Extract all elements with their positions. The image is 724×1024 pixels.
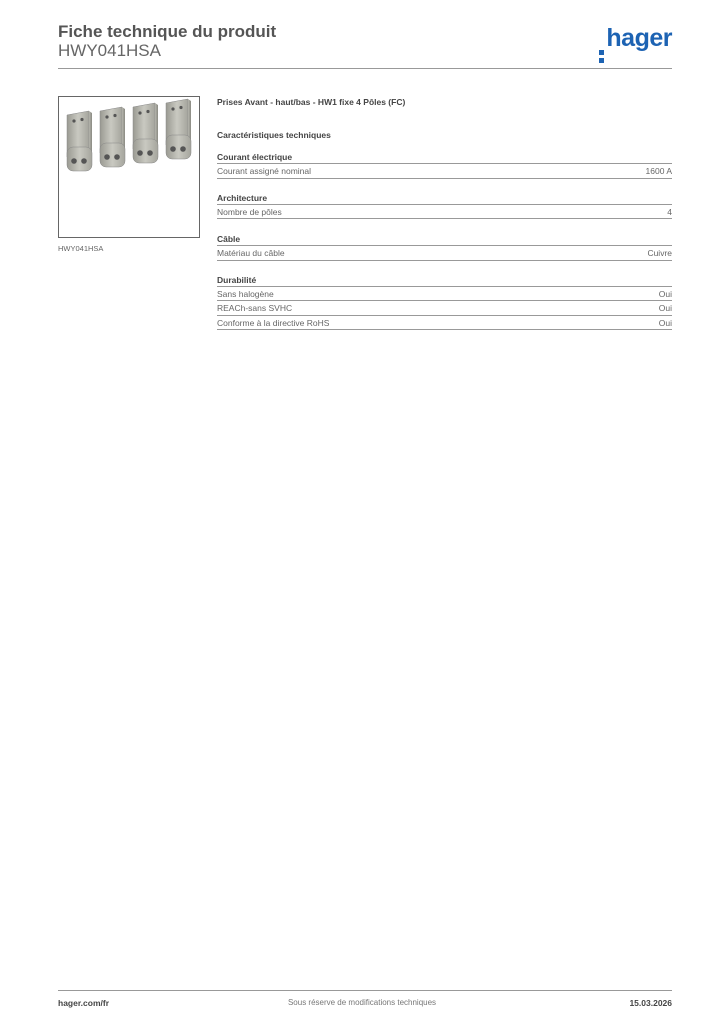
- document-date: 15.03.2026: [629, 998, 672, 1008]
- section-title: Caractéristiques techniques: [217, 130, 331, 140]
- website-link[interactable]: hager.com/fr: [58, 998, 110, 1008]
- product-reference: HWY041HSA: [58, 41, 161, 60]
- product-image: [58, 96, 200, 238]
- spec-value: Cuivre: [647, 248, 672, 258]
- product-name: Prises Avant - haut/bas - HW1 fixe 4 Pôles (FC): [217, 97, 406, 107]
- spec-group-title: Courant électrique: [217, 151, 672, 164]
- terminal-connectors-icon: [59, 97, 199, 237]
- product-details: [217, 96, 672, 330]
- spec-label: Courant assigné nominal: [217, 166, 312, 176]
- spec-group-title: Durabilité: [217, 274, 672, 287]
- spec-label: Conforme à la directive RoHS: [217, 317, 330, 328]
- header-divider: [58, 68, 672, 69]
- spec-row: [217, 205, 672, 220]
- spec-value: 1600 A: [645, 166, 672, 176]
- image-caption: HWY041HSA: [58, 244, 104, 253]
- spec-row: [217, 287, 672, 302]
- spec-label: Matériau du câble: [217, 248, 285, 258]
- spec-label: Sans halogène: [217, 288, 274, 299]
- spec-value: Oui: [658, 288, 672, 299]
- spec-row: [217, 164, 672, 179]
- spec-label: Nombre de pôles: [217, 206, 282, 217]
- document-title: Fiche technique du produit: [58, 22, 277, 41]
- spec-row: [217, 316, 672, 331]
- spec-label: REACh-sans SVHC: [217, 303, 293, 313]
- logo-text: hager: [606, 24, 672, 52]
- hager-logo: [599, 24, 672, 53]
- spec-value: Oui: [658, 303, 672, 313]
- spec-row: [217, 246, 672, 261]
- footer-divider: [58, 990, 672, 991]
- spec-group-title: Câble: [217, 233, 672, 246]
- spec-group-title: Architecture: [217, 192, 672, 205]
- spec-value: Oui: [658, 317, 672, 328]
- footer-notice: Sous réserve de modifications techniques: [287, 998, 437, 1007]
- spec-row: [217, 301, 672, 316]
- spec-value: 4: [667, 206, 672, 217]
- page-header: [58, 20, 672, 70]
